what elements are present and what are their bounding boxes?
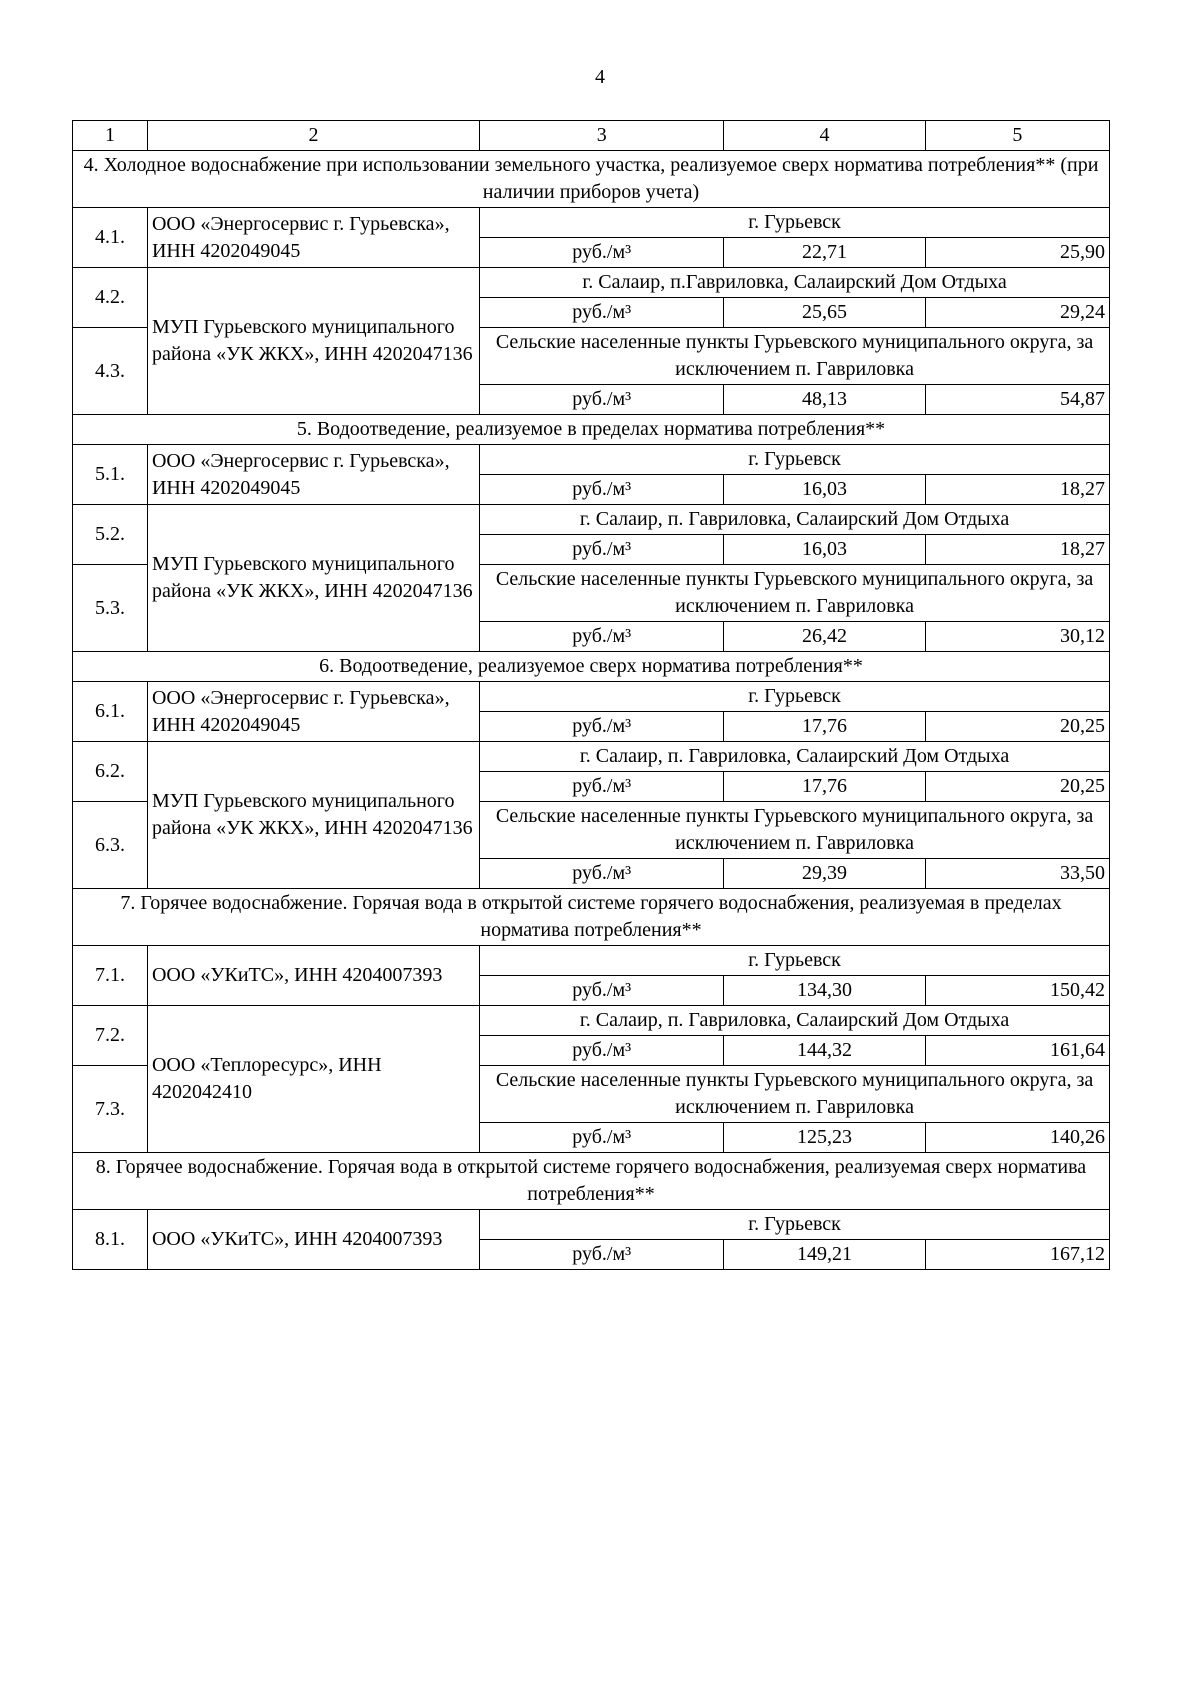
table-row: [73, 682, 1110, 712]
table-row: [73, 1210, 1110, 1240]
section-title: 5. Водоотведение, реализуемое в пределах норматива потребления**: [73, 415, 1110, 445]
row-number: 7.3.: [73, 1066, 148, 1153]
location-label: г. Салаир, п. Гавриловка, Салаирский Дом Отдыха: [480, 505, 1110, 535]
tariff-value-col5: 161,64: [925, 1036, 1109, 1066]
table-row: [73, 742, 1110, 772]
tariff-value-col5: 18,27: [925, 475, 1109, 505]
unit-cell: руб./м³: [480, 385, 724, 415]
unit-cell: руб./м³: [480, 712, 724, 742]
location-label: г. Салаир, п. Гавриловка, Салаирский Дом Отдыха: [480, 742, 1110, 772]
section-heading-row: [73, 652, 1110, 682]
tariff-value-col5: 140,26: [925, 1123, 1109, 1153]
tariff-value-col4: 16,03: [724, 475, 925, 505]
tariff-value-col4: 25,65: [724, 298, 925, 328]
unit-cell: руб./м³: [480, 475, 724, 505]
tariff-value-col5: 33,50: [925, 859, 1109, 889]
row-number: 4.2.: [73, 268, 148, 328]
table-row: [73, 208, 1110, 238]
section-title: 8. Горячее водоснабжение. Горячая вода в открытой системе горячего водоснабжения, реализуемая сверх норматива потребления**: [73, 1153, 1110, 1210]
location-label: г. Гурьевск: [480, 682, 1110, 712]
unit-cell: руб./м³: [480, 1123, 724, 1153]
tariff-value-col4: 29,39: [724, 859, 925, 889]
tariff-value-col4: 48,13: [724, 385, 925, 415]
row-number: 6.2.: [73, 742, 148, 802]
tariff-value-col5: 167,12: [925, 1240, 1109, 1270]
row-number: 4.1.: [73, 208, 148, 268]
section-heading-row: [73, 1153, 1110, 1210]
organization-name: МУП Гурьевского муниципального района «УК ЖКХ», ИНН 4202047136: [147, 742, 479, 889]
organization-name: ООО «Энергосервис г. Гурьевска», ИНН 4202049045: [147, 445, 479, 505]
organization-name: ООО «Теплоресурс», ИНН 4202042410: [147, 1006, 479, 1153]
location-label: Сельские населенные пункты Гурьевского муниципального округа, за исключением п. Гавриловка: [480, 802, 1110, 859]
organization-name: МУП Гурьевского муниципального района «УК ЖКХ», ИНН 4202047136: [147, 268, 479, 415]
organization-name: ООО «Энергосервис г. Гурьевска», ИНН 4202049045: [147, 208, 479, 268]
tariff-value-col5: 25,90: [925, 238, 1109, 268]
section-heading-row: [73, 151, 1110, 208]
location-label: Сельские населенные пункты Гурьевского муниципального округа, за исключением п. Гавриловка: [480, 328, 1110, 385]
location-label: Сельские населенные пункты Гурьевского муниципального округа, за исключением п. Гавриловка: [480, 565, 1110, 622]
row-number: 5.2.: [73, 505, 148, 565]
column-header-2: 2: [147, 121, 479, 151]
tariff-value-col4: 22,71: [724, 238, 925, 268]
column-header-1: 1: [73, 121, 148, 151]
column-header-3: 3: [480, 121, 724, 151]
location-label: г. Гурьевск: [480, 445, 1110, 475]
unit-cell: руб./м³: [480, 859, 724, 889]
section-heading-row: [73, 889, 1110, 946]
table-row: [73, 505, 1110, 535]
location-label: Сельские населенные пункты Гурьевского муниципального округа, за исключением п. Гавриловка: [480, 1066, 1110, 1123]
column-header-row: [73, 121, 1110, 151]
tariff-value-col5: 20,25: [925, 772, 1109, 802]
organization-name: МУП Гурьевского муниципального района «УК ЖКХ», ИНН 4202047136: [147, 505, 479, 652]
unit-cell: руб./м³: [480, 976, 724, 1006]
tariff-value-col5: 29,24: [925, 298, 1109, 328]
organization-name: ООО «Энергосервис г. Гурьевска», ИНН 4202049045: [147, 682, 479, 742]
location-label: г. Гурьевск: [480, 946, 1110, 976]
tariff-value-col4: 16,03: [724, 535, 925, 565]
row-number: 4.3.: [73, 328, 148, 415]
unit-cell: руб./м³: [480, 238, 724, 268]
tariff-value-col4: 125,23: [724, 1123, 925, 1153]
row-number: 6.1.: [73, 682, 148, 742]
location-label: г. Гурьевск: [480, 1210, 1110, 1240]
tariff-value-col4: 17,76: [724, 712, 925, 742]
tariff-value-col4: 149,21: [724, 1240, 925, 1270]
row-number: 7.1.: [73, 946, 148, 1006]
tariff-value-col4: 134,30: [724, 976, 925, 1006]
tariff-table: [72, 120, 1110, 1270]
unit-cell: руб./м³: [480, 772, 724, 802]
tariff-value-col4: 144,32: [724, 1036, 925, 1066]
column-header-5: 5: [925, 121, 1109, 151]
tariff-value-col5: 18,27: [925, 535, 1109, 565]
tariff-value-col5: 30,12: [925, 622, 1109, 652]
location-label: г. Гурьевск: [480, 208, 1110, 238]
tariff-value-col4: 17,76: [724, 772, 925, 802]
table-row: [73, 946, 1110, 976]
organization-name: ООО «УКиТС», ИНН 4204007393: [147, 1210, 479, 1270]
tariff-value-col4: 26,42: [724, 622, 925, 652]
tariff-value-col5: 54,87: [925, 385, 1109, 415]
tariff-value-col5: 150,42: [925, 976, 1109, 1006]
section-title: 4. Холодное водоснабжение при использовании земельного участка, реализуемое сверх норматива потребления** (при наличии приборов учета): [73, 151, 1110, 208]
row-number: 8.1.: [73, 1210, 148, 1270]
tariff-value-col5: 20,25: [925, 712, 1109, 742]
table-row: [73, 1006, 1110, 1036]
location-label: г. Салаир, п. Гавриловка, Салаирский Дом Отдыха: [480, 1006, 1110, 1036]
page-number: 4: [595, 66, 605, 88]
table-row: [73, 445, 1110, 475]
section-heading-row: [73, 415, 1110, 445]
row-number: 5.1.: [73, 445, 148, 505]
organization-name: ООО «УКиТС», ИНН 4204007393: [147, 946, 479, 1006]
unit-cell: руб./м³: [480, 1036, 724, 1066]
column-header-4: 4: [724, 121, 925, 151]
unit-cell: руб./м³: [480, 298, 724, 328]
unit-cell: руб./м³: [480, 535, 724, 565]
unit-cell: руб./м³: [480, 622, 724, 652]
unit-cell: руб./м³: [480, 1240, 724, 1270]
table-row: [73, 268, 1110, 298]
section-title: 7. Горячее водоснабжение. Горячая вода в открытой системе горячего водоснабжения, реализуемая в пределах норматива потребления**: [73, 889, 1110, 946]
row-number: 6.3.: [73, 802, 148, 889]
row-number: 5.3.: [73, 565, 148, 652]
row-number: 7.2.: [73, 1006, 148, 1066]
section-title: 6. Водоотведение, реализуемое сверх норматива потребления**: [73, 652, 1110, 682]
location-label: г. Салаир, п.Гавриловка, Салаирский Дом Отдыха: [480, 268, 1110, 298]
